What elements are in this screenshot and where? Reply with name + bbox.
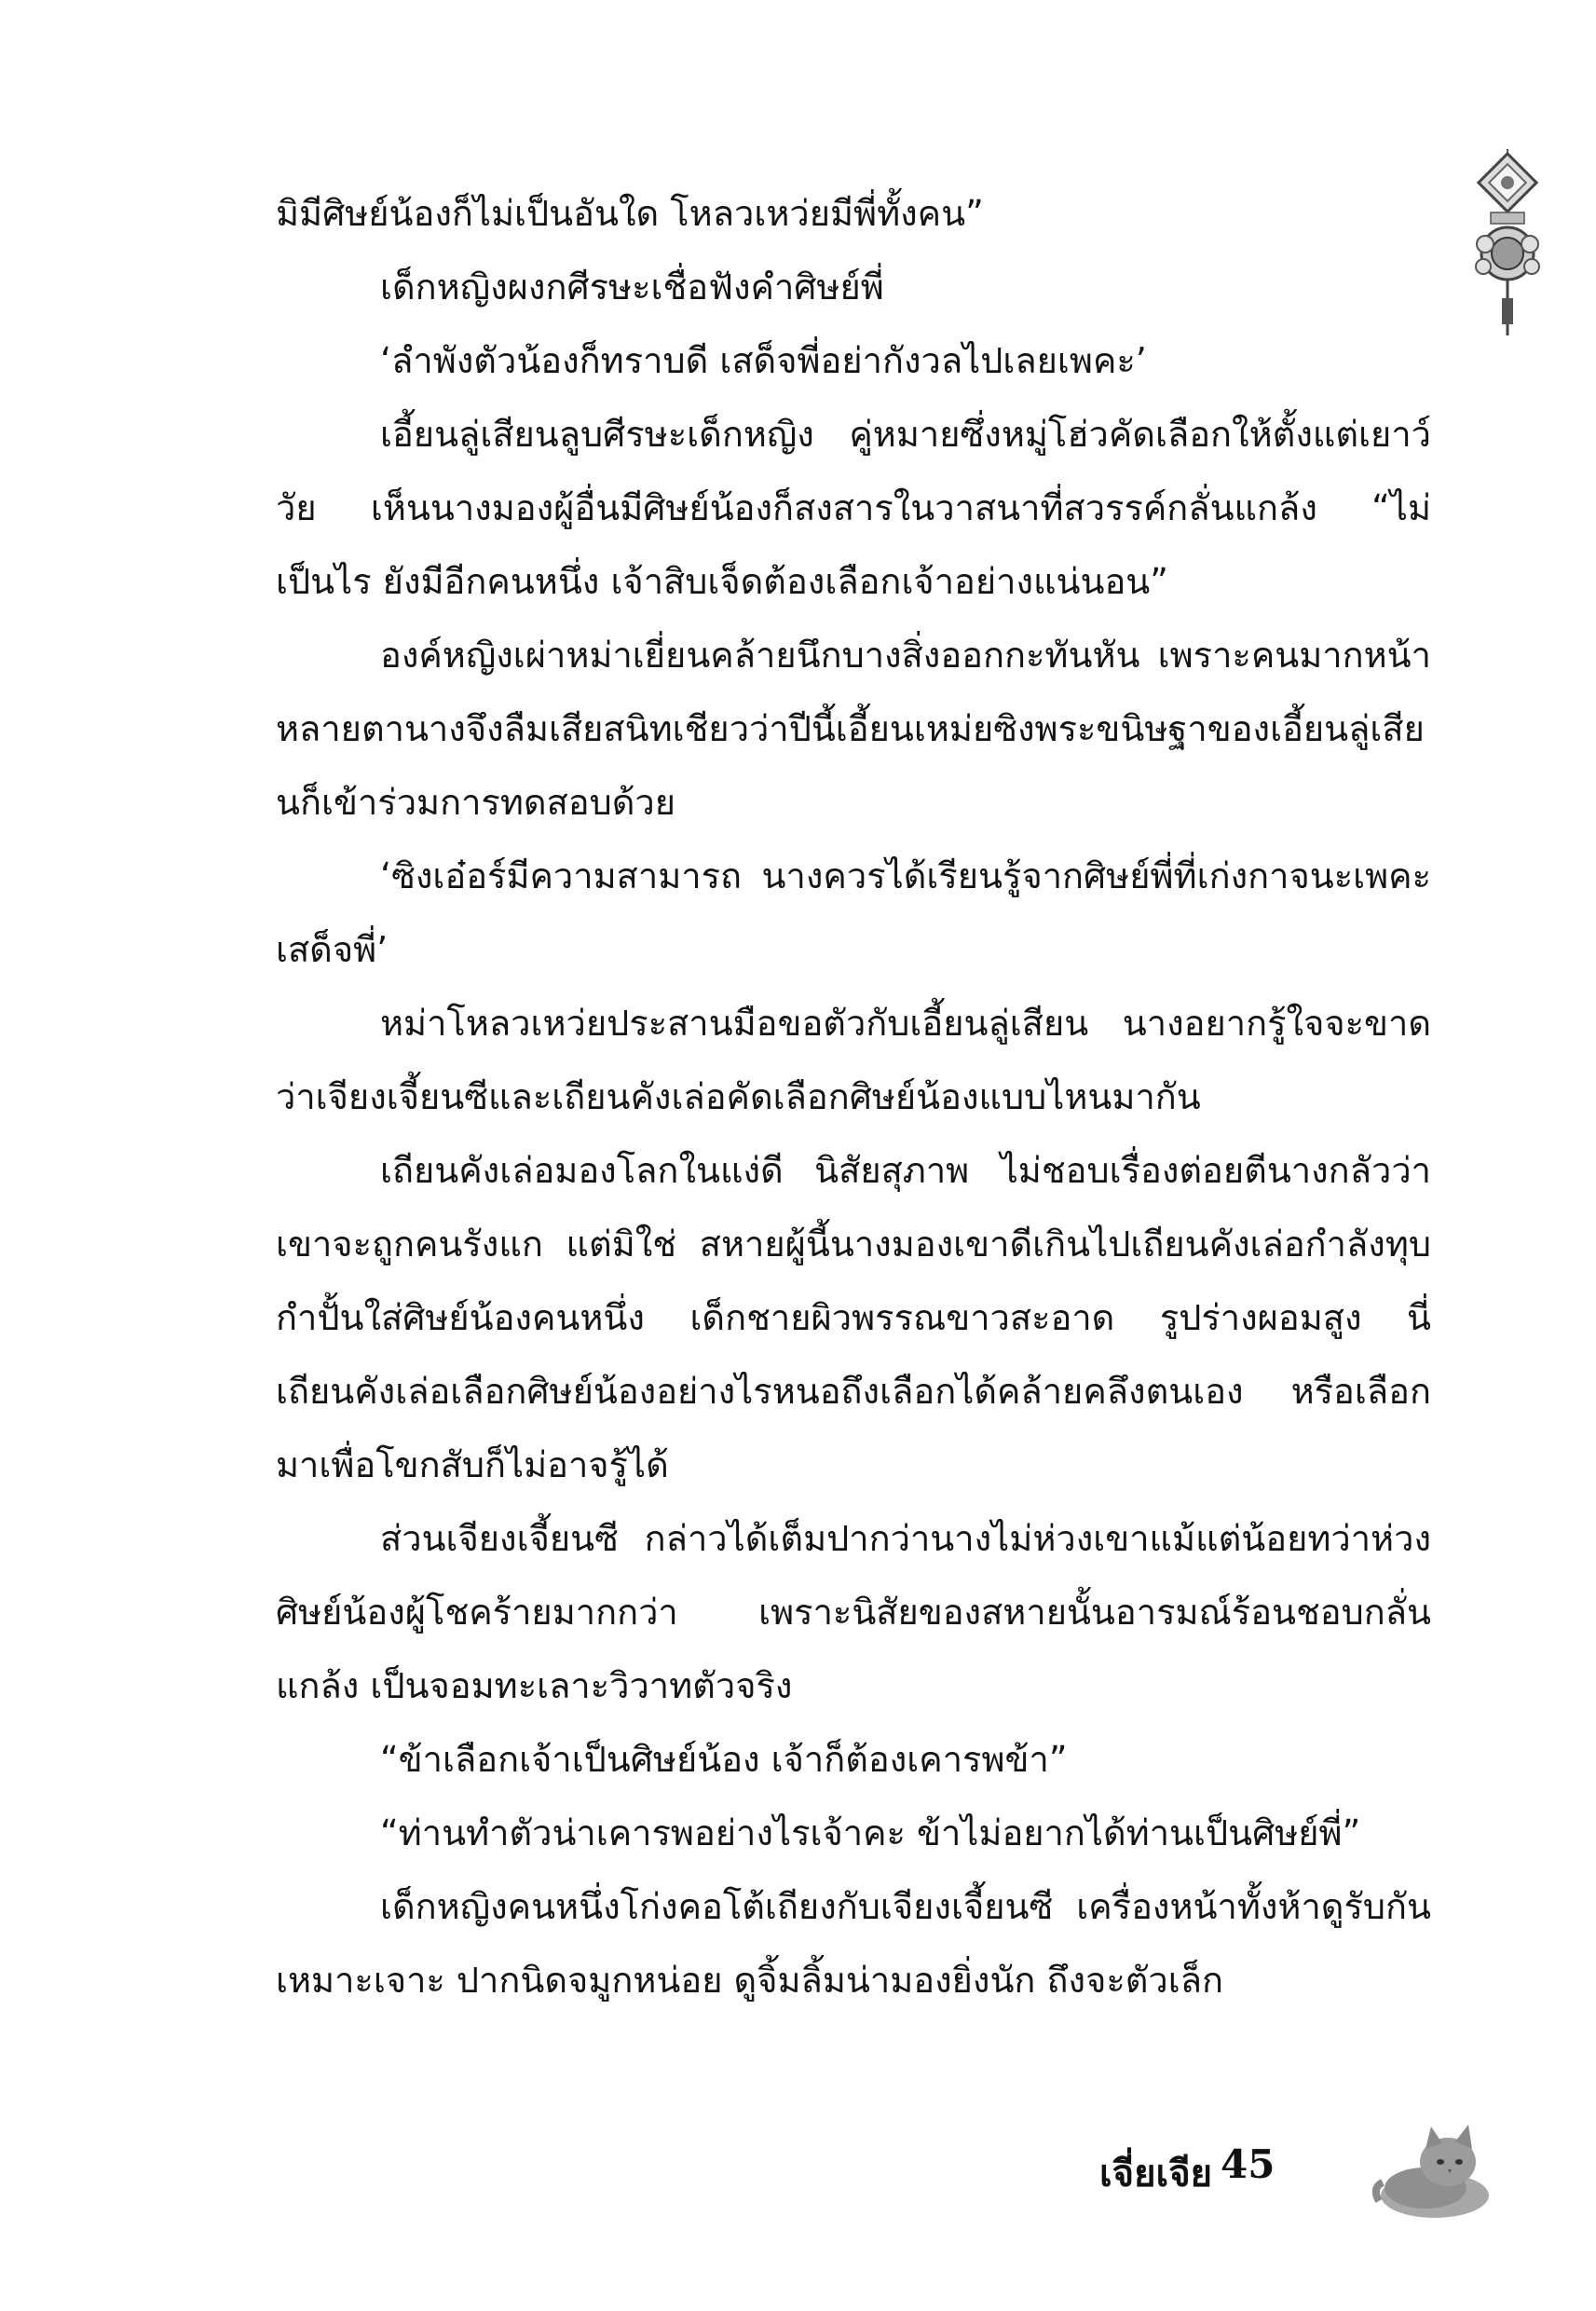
author-name: เจี่ยเจีย xyxy=(1099,2152,1213,2195)
paragraph-2: เด็กหญิงผงกศีรษะเชื่อฟังคำศิษย์พี่ xyxy=(380,267,884,308)
body-text xyxy=(276,177,1431,2017)
paragraph-9: ส่วนเจียงเจี้ยนซี กล่าวได้เต็มปากว่านางไม่ห่วงเขาแม้แต่น้อยทว่าห่วงศิษย์น้องผู้โชคร้ายมากกว่า เพราะนิสัยของสหายนั้นอารมณ์ร้อนชอบกลั่นแกล้ง เป็นจอมทะเลาะวิวาทตัวจริง xyxy=(276,1518,1431,1706)
paragraph-11: “ท่านทำตัวน่าเคารพอย่างไรเจ้าคะ ข้าไม่อยากได้ท่านเป็นศิษย์พี่” xyxy=(380,1812,1361,1853)
paragraph-4: เอี้ยนลู่เสียนลูบศีรษะเด็กหญิง คู่หมายซึ่งหมู่โฮ่วคัดเลือกให้ตั้งแต่เยาว์วัย เห็นนางมองผู้อื่นมีศิษย์น้องก็สงสารในวาสนาที่สวรรค์กลั่นแกล้ง “ไม่เป็นไร ยังมีอีกคนหนึ่ง เจ้าสิบเจ็ดต้องเลือกเจ้าอย่างแน่นอน” xyxy=(276,414,1431,602)
knot-ornament-icon xyxy=(1461,149,1554,345)
paragraph-8: เถียนคังเล่อมองโลกในแง่ดี นิสัยสุภาพ ไม่ชอบเรื่องต่อยตีนางกลัวว่าเขาจะถูกคนรังแก แต่มิใช่ สหายผู้นี้นางมองเขาดีเกินไปเถียนคังเล่อกำลังทุบกำปั้นใส่ศิษย์น้องคนหนึ่ง เด็กชายผิวพรรณขาวสะอาด รูปร่างผอมสูง นี่เถียนคังเล่อเลือกศิษย์น้องอย่างไรหนอถึงเลือกได้คล้ายคลึงตนเอง หรือเลือกมาเพื่อโขกสับก็ไม่อาจรู้ได้ xyxy=(276,1150,1431,1485)
paragraph-10: “ข้าเลือกเจ้าเป็นศิษย์น้อง เจ้าก็ต้องเคารพข้า” xyxy=(380,1739,1068,1780)
page-footer xyxy=(1099,2123,1509,2235)
paragraph-12: เด็กหญิงคนหนึ่งโก่งคอโต้เถียงกับเจียงเจี้ยนซี เครื่องหน้าทั้งห้าดูรับกันเหมาะเจาะ ปากนิดจมูกหน่อย ดูจิ้มลิ้มน่ามองยิ่งนัก ถึงจะตัวเล็ก xyxy=(276,1886,1431,2001)
paragraph-5: องค์หญิงเผ่าหม่าเยี่ยนคล้ายนึกบางสิ่งออกกะทันหัน เพราะคนมากหน้าหลายตานางจึงลืมเสียสนิทเชียวว่าปีนี้เอี้ยนเหม่ยซิงพระขนิษฐาของเอี้ยนลู่เสียนก็เข้าร่วมการทดสอบด้วย xyxy=(276,635,1431,823)
paragraph-7: หม่าโหลวเหว่ยประสานมือขอตัวกับเอี้ยนลู่เสียน นางอยากรู้ใจจะขาดว่าเจียงเจี้ยนซีและเถียนคังเล่อคัดเลือกศิษย์น้องแบบไหนมากัน xyxy=(276,1003,1431,1117)
page-number: 45 xyxy=(1221,2141,1275,2187)
paragraph-3: ‘ลำพังตัวน้องก็ทราบดี เสด็จพี่อย่ากังวลไปเลยเพคะ’ xyxy=(380,340,1147,381)
paragraph-1: มิมีศิษย์น้องก็ไม่เป็นอันใด โหลวเหว่ยมีพี่ทั้งคน” xyxy=(276,193,984,234)
cat-icon xyxy=(1370,2123,1491,2225)
paragraph-6: ‘ซิงเอ๋อร์มีความสามารถ นางควรได้เรียนรู้จากศิษย์พี่ที่เก่งกาจนะเพคะเสด็จพี่’ xyxy=(276,855,1431,970)
